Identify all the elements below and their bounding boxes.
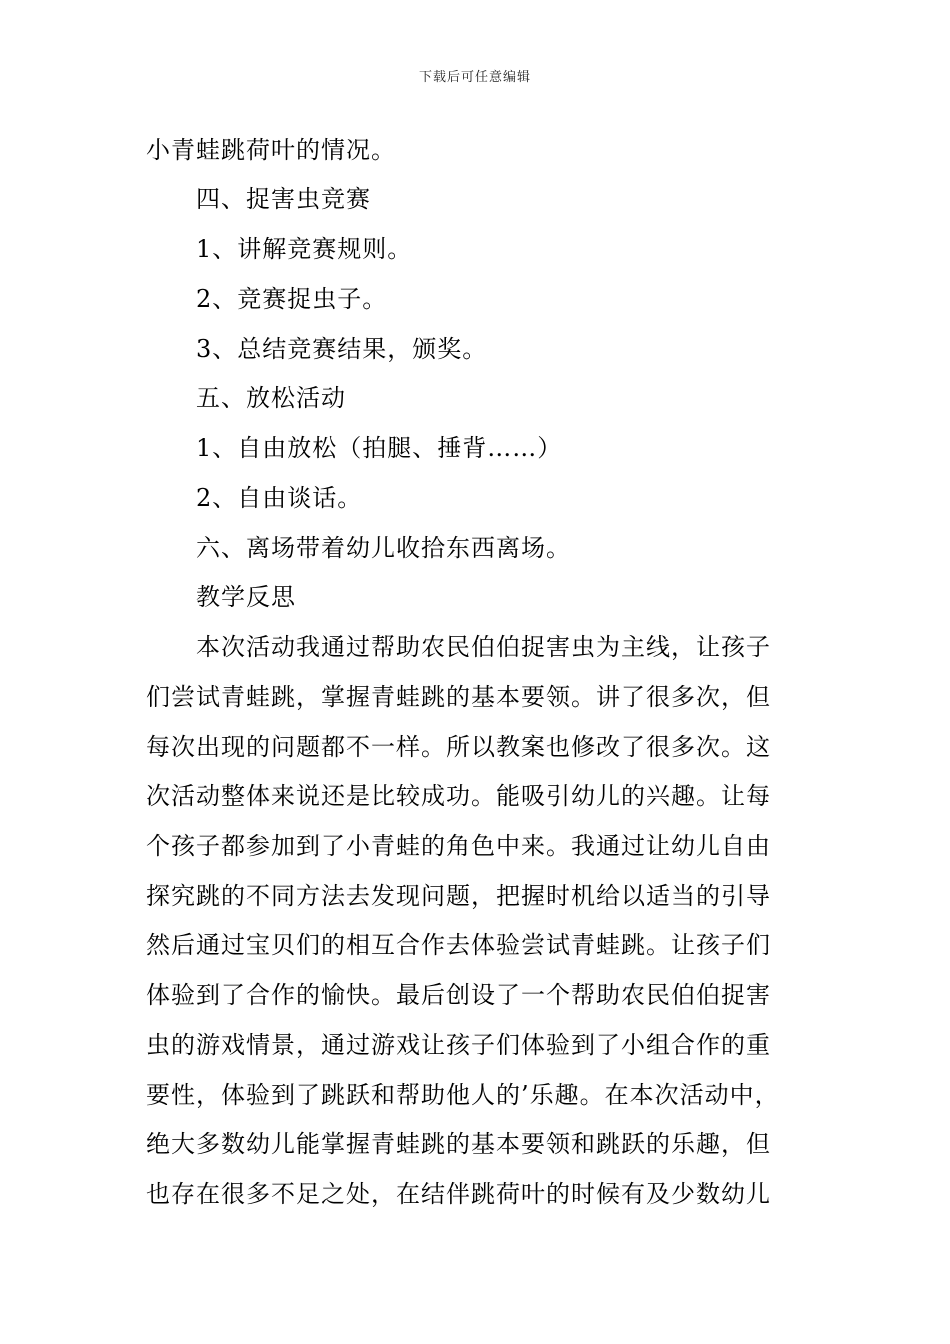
section-heading: 六、离场带着幼儿收拾东西离场。 (196, 534, 571, 562)
section-heading: 教学反思 (196, 583, 296, 611)
paragraph-line: 要性，体验到了跳跃和帮助他人的’乐趣。在本次活动中， (146, 1081, 780, 1109)
list-item: 1、自由放松（拍腿、捶背……） (196, 434, 563, 462)
header-note: 下载后可任意编辑 (418, 70, 531, 85)
list-item: 3、总结竞赛结果，颁奖。 (196, 335, 488, 363)
paragraph-line: 然后通过宝贝们的相互合作去体验尝试青蛙跳。让孩子们 (146, 931, 771, 959)
paragraph-line: 每次出现的问题都不一样。所以教案也修改了很多次。这 (146, 733, 771, 761)
paragraph-line: 个孩子都参加到了小青蛙的角色中来。我通过让幼儿自由 (146, 832, 771, 860)
list-item: 2、竞赛捉虫子。 (196, 285, 388, 313)
paragraph-line: 虫的游戏情景，通过游戏让孩子们体验到了小组合作的重 (146, 1031, 771, 1059)
text-line: 小青蛙跳荷叶的情况。 (146, 136, 396, 164)
paragraph-line: 绝大多数幼儿能掌握青蛙跳的基本要领和跳跃的乐趣，但 (146, 1130, 771, 1158)
paragraph-line: 体验到了合作的愉快。最后创设了一个帮助农民伯伯捉害 (146, 981, 771, 1009)
paragraph-line: 探究跳的不同方法去发现问题，把握时机给以适当的引导 (146, 882, 771, 910)
list-item: 2、自由谈话。 (196, 484, 363, 512)
paragraph-line: 次活动整体来说还是比较成功。能吸引幼儿的兴趣。让每 (146, 782, 771, 810)
section-heading: 四、捉害虫竞赛 (196, 185, 371, 213)
paragraph-line: 也存在很多不足之处，在结伴跳荷叶的时候有及少数幼儿 (146, 1180, 771, 1208)
paragraph-line: 们尝试青蛙跳，掌握青蛙跳的基本要领。讲了很多次，但 (146, 683, 771, 711)
list-item: 1、讲解竞赛规则。 (196, 235, 413, 263)
section-heading: 五、放松活动 (196, 384, 346, 412)
paragraph-line: 本次活动我通过帮助农民伯伯捉害虫为主线，让孩子 (196, 633, 771, 661)
